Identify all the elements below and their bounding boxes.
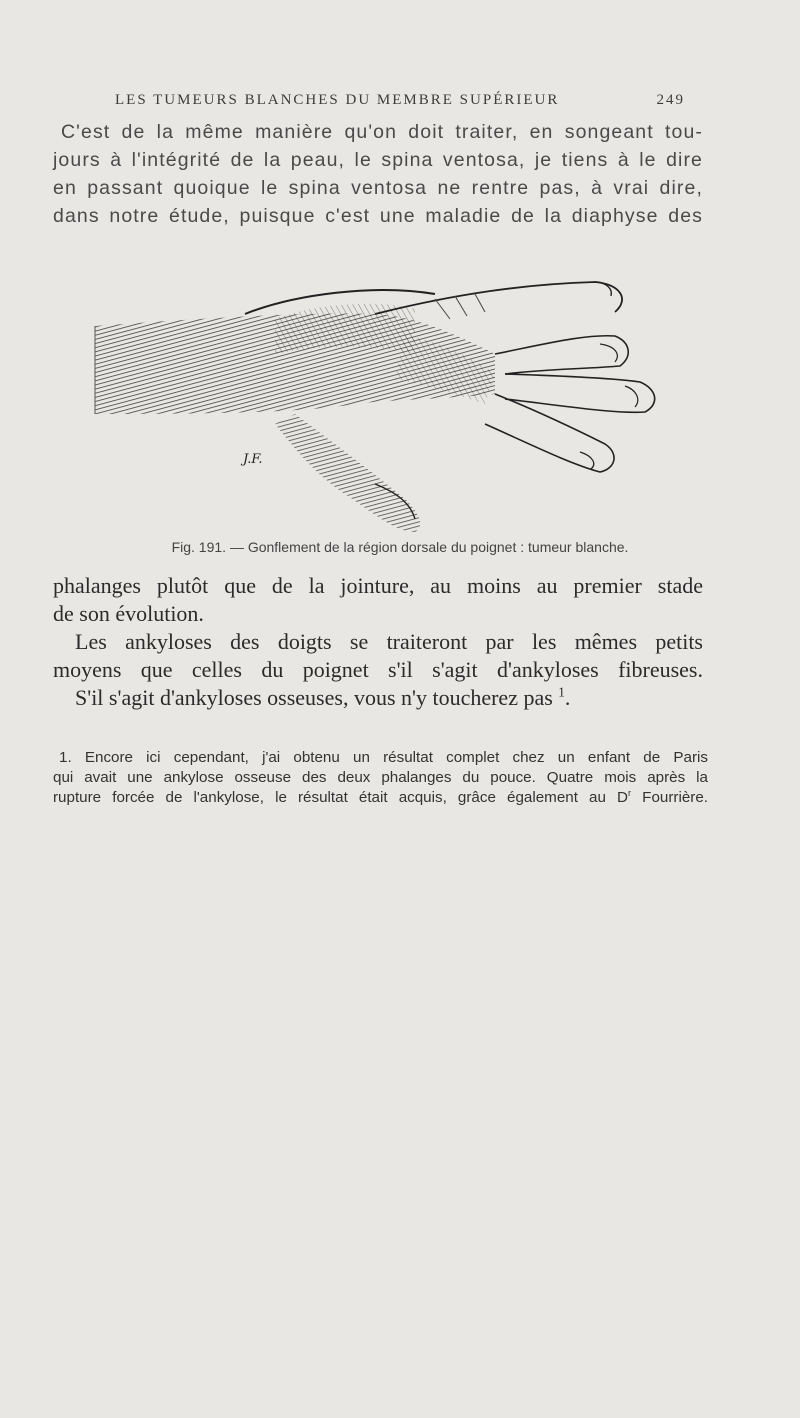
footnote-line: 1. Encore ici cependant, j'ai obtenu un résultat complet chez un enfant de Paris <box>59 749 708 766</box>
body-line: Les ankyloses des doigts se traiteront par les mêmes petits <box>75 629 703 654</box>
engraver-signature: J.F. <box>243 452 263 467</box>
paragraph-line: dans notre étude, puisque c'est une maladie de la diaphyse des <box>53 205 703 227</box>
footnote-line: qui avait une ankylose osseuse des deux phalanges du pouce. Quatre mois après la <box>53 769 708 786</box>
paragraph-line: C'est de la même manière qu'on doit traiter, en songeant tou- <box>61 121 703 143</box>
page-number: 249 <box>656 92 685 108</box>
footnote <box>53 748 708 808</box>
top-paragraph <box>53 118 703 230</box>
body-line: de son évolution. <box>53 601 204 626</box>
hand-engraving <box>75 274 715 534</box>
body-line: moyens que celles du poignet s'il s'agit d'ankyloses fibreuses. <box>53 657 703 682</box>
body-paragraph <box>53 572 703 712</box>
body-line-with-note <box>53 684 703 712</box>
footnote-line-last <box>53 788 708 808</box>
running-title: LES TUMEURS BLANCHES DU MEMBRE SUPÉRIEUR <box>115 92 560 108</box>
figure-caption: Fig. 191. — Gonflement de la région dorsale du poignet : tumeur blanche. <box>171 539 629 555</box>
footnote-end: Fourrière. <box>631 789 708 806</box>
footnote-line-text: rupture forcée de l'ankylose, le résultat était acquis, grâce également au D <box>53 789 629 806</box>
body-line: phalanges plutôt que de la jointure, au moins au premier stade <box>53 573 703 598</box>
footnote-abbr-sup: r <box>628 787 632 798</box>
figure-hand-illustration <box>75 274 715 534</box>
paragraph-line: jours à l'intégrité de la peau, le spina ventosa, je tiens à le dire <box>53 149 703 171</box>
body-line-text: S'il s'agit d'ankyloses osseuses, vous n'y toucherez pas <box>75 685 553 710</box>
paragraph-line: en passant quoique le spina ventosa ne rentre pas, à vrai dire, <box>53 177 703 199</box>
body-line-period: . <box>564 685 571 710</box>
footnote-ref[interactable]: 1 <box>558 684 565 700</box>
